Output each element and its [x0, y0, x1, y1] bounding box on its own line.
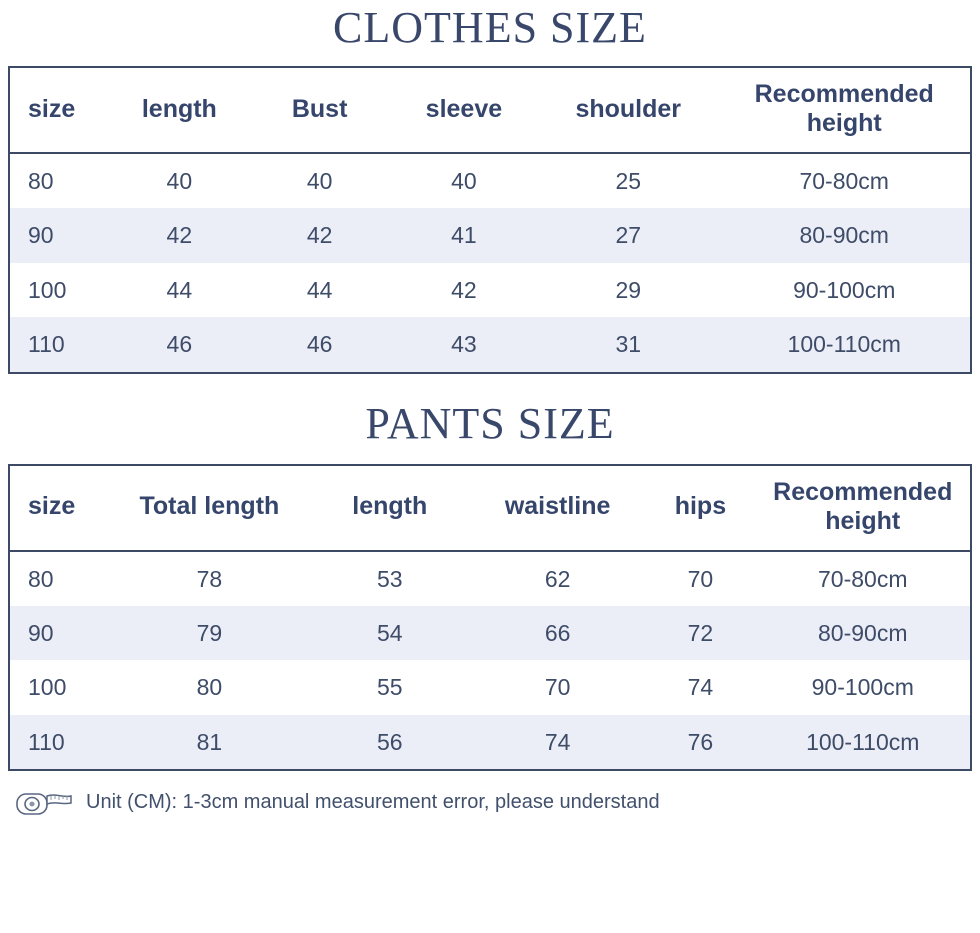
cell-recommended-height: 90-100cm [793, 276, 896, 303]
cell-waistline: 70 [544, 674, 571, 701]
cell-recommended-height: 80-90cm [756, 606, 971, 660]
table-row [9, 660, 971, 714]
cell-bust: 40 [306, 167, 333, 194]
cell-size: 110 [9, 715, 109, 770]
cell-total-length: 80 [196, 674, 223, 701]
cell-shoulder: 27 [538, 208, 718, 262]
table-row [9, 153, 971, 208]
cell-recommended-height: 70-80cm [818, 565, 908, 592]
cell-size: 80 [28, 167, 54, 194]
cell-length: 40 [166, 167, 193, 194]
clothes-table-body [9, 153, 971, 373]
pants-size-title: PANTS SIZE [365, 398, 615, 448]
pants-size-table [8, 464, 972, 771]
cell-size: 90 [9, 208, 109, 262]
table-row [9, 606, 971, 660]
table-row [9, 551, 971, 606]
pants-table-body [9, 551, 971, 771]
column-header-size: size [9, 465, 109, 551]
clothes-size-title: CLOTHES SIZE [333, 3, 647, 52]
column-header-size: size [9, 67, 109, 153]
cell-bust: 44 [306, 276, 333, 303]
cell-size: 100 [28, 276, 67, 303]
cell-waistline: 74 [470, 715, 645, 770]
table-row [9, 715, 971, 770]
pants-table-header [9, 465, 971, 551]
table-row [9, 317, 971, 372]
cell-length: 46 [109, 317, 249, 372]
cell-hips: 76 [645, 715, 755, 770]
cell-sleeve: 40 [451, 167, 477, 194]
cell-bust: 46 [249, 317, 389, 372]
cell-sleeve: 42 [451, 276, 477, 303]
cell-shoulder: 31 [538, 317, 718, 372]
cell-size: 80 [28, 565, 54, 592]
cell-total-length: 79 [109, 606, 309, 660]
footer-note-row [8, 771, 972, 819]
clothes-size-table [8, 66, 972, 373]
column-header-length: length [109, 67, 249, 153]
column-header-total-length: Total length [109, 465, 309, 551]
cell-recommended-height: 70-80cm [799, 167, 889, 194]
table-header-row [9, 67, 971, 153]
cell-sleeve: 43 [390, 317, 538, 372]
cell-length: 42 [109, 208, 249, 262]
column-header-hips: hips [645, 465, 755, 551]
cell-waistline: 62 [544, 565, 571, 592]
cell-size: 100 [28, 674, 67, 701]
measuring-tape-icon [16, 785, 72, 819]
column-header-length: length [310, 465, 470, 551]
measurement-note: Unit (CM): 1-3cm manual measurement error, please understand [86, 790, 660, 813]
cell-length: 54 [310, 606, 470, 660]
clothes-table-header [9, 67, 971, 153]
cell-total-length: 81 [109, 715, 309, 770]
table-header-row [9, 465, 971, 551]
table-row [9, 263, 971, 317]
cell-length: 44 [166, 276, 193, 303]
column-header-shoulder: shoulder [538, 67, 718, 153]
column-header-recommended-height: Recommended height [718, 67, 971, 153]
cell-recommended-height: 80-90cm [718, 208, 971, 262]
cell-hips: 72 [645, 606, 755, 660]
cell-length: 53 [376, 565, 403, 592]
cell-length: 56 [310, 715, 470, 770]
cell-hips: 74 [687, 674, 714, 701]
cell-sleeve: 41 [390, 208, 538, 262]
cell-size: 90 [9, 606, 109, 660]
cell-bust: 42 [249, 208, 389, 262]
column-header-sleeve: sleeve [390, 67, 538, 153]
cell-total-length: 78 [196, 565, 223, 592]
table-row [9, 208, 971, 262]
cell-waistline: 66 [470, 606, 645, 660]
cell-recommended-height: 100-110cm [718, 317, 971, 372]
cell-shoulder: 25 [615, 167, 642, 194]
cell-length: 55 [376, 674, 403, 701]
column-header-bust: Bust [249, 67, 389, 153]
cell-recommended-height: 90-100cm [811, 674, 914, 701]
cell-recommended-height: 100-110cm [756, 715, 971, 770]
cell-size: 110 [9, 317, 109, 372]
cell-shoulder: 29 [615, 276, 642, 303]
column-header-recommended-height: Recommended height [756, 465, 971, 551]
column-header-waistline: waistline [470, 465, 645, 551]
cell-hips: 70 [687, 565, 714, 592]
